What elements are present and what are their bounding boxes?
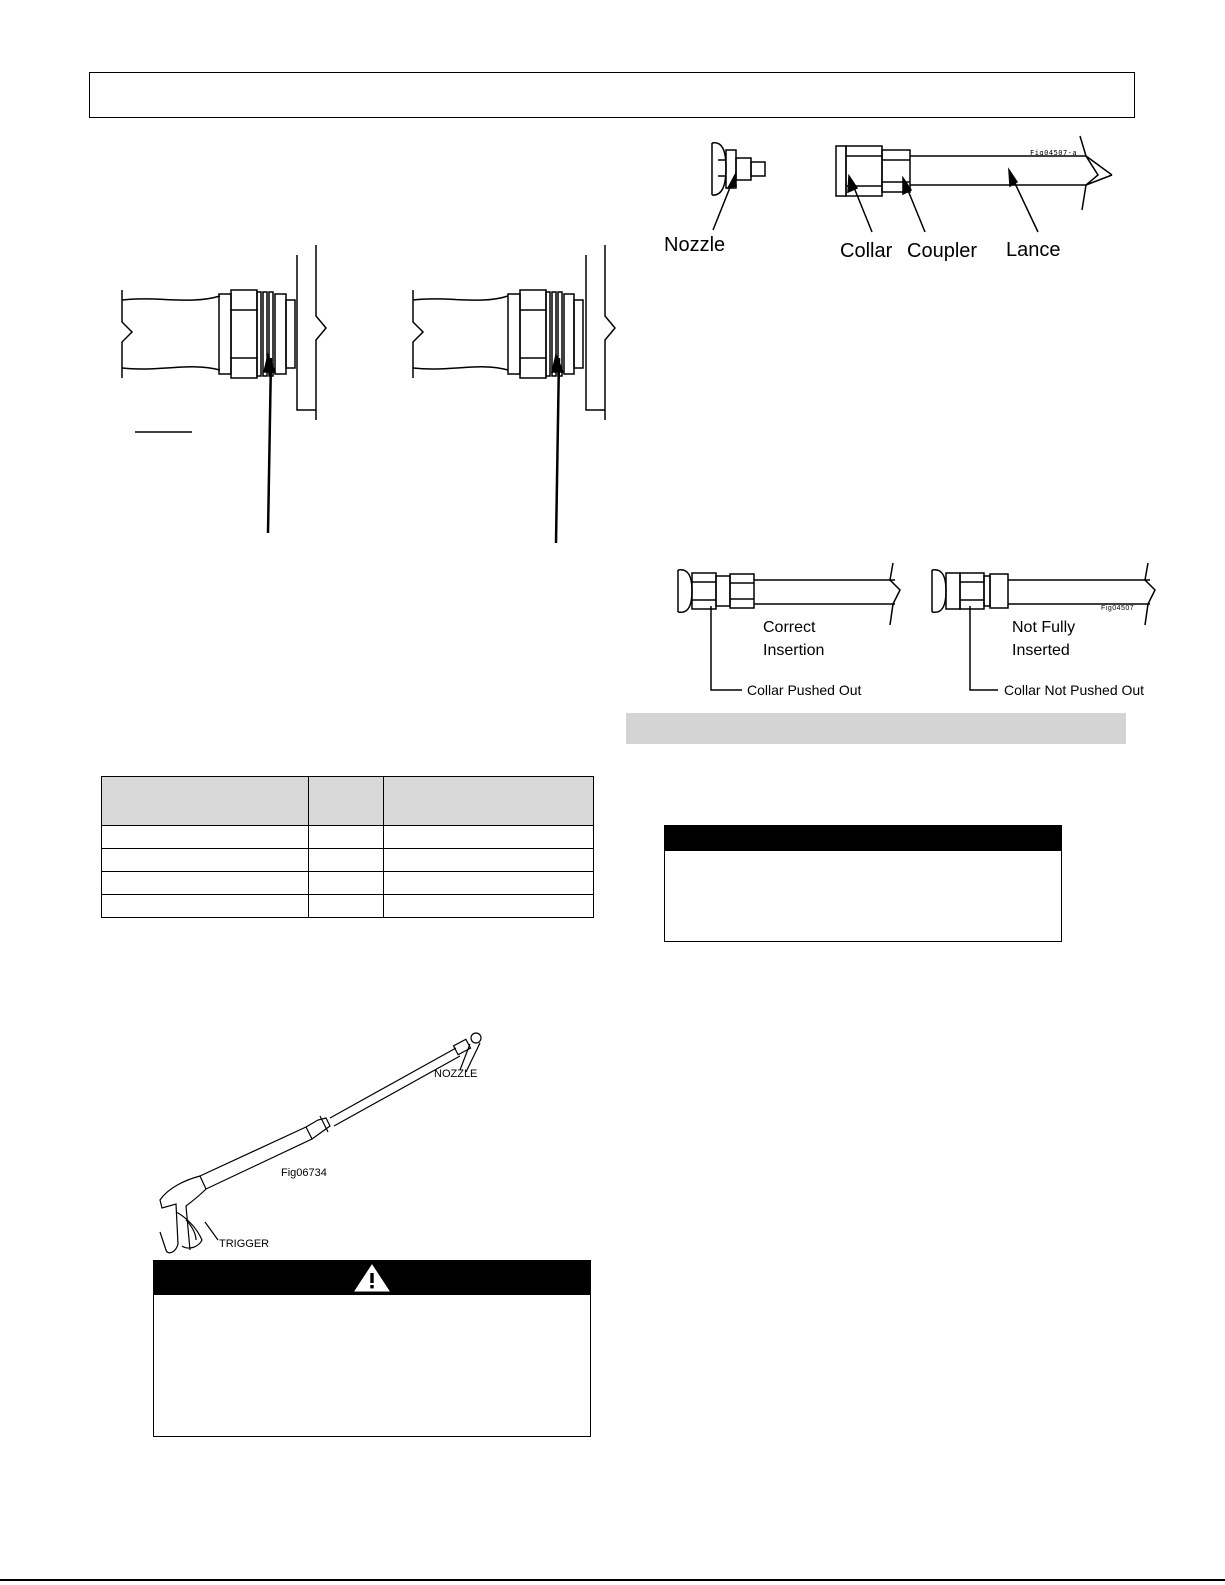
lance-label: Lance bbox=[1006, 239, 1061, 261]
gun-nozzle-label: NOZZLE bbox=[434, 1068, 478, 1080]
fig-id-insertion: Fig04507 bbox=[1101, 605, 1135, 612]
collar-pushed-out-label: Collar Pushed Out bbox=[747, 682, 862, 698]
table-cell bbox=[102, 872, 309, 895]
table-header-cell bbox=[309, 777, 384, 826]
correct-insertion-line1: Correct bbox=[763, 619, 816, 636]
table-cell bbox=[309, 826, 384, 849]
table-row bbox=[102, 826, 594, 849]
not-fully-inserted-line2: Inserted bbox=[1012, 642, 1070, 659]
table-header-cell bbox=[384, 777, 594, 826]
table-cell bbox=[102, 849, 309, 872]
table-cell bbox=[102, 826, 309, 849]
table-row bbox=[102, 849, 594, 872]
table-cell bbox=[309, 849, 384, 872]
table-cell bbox=[309, 872, 384, 895]
warning-triangle-icon bbox=[354, 1264, 390, 1292]
nozzle-label: Nozzle bbox=[664, 234, 726, 256]
table-header-cell bbox=[102, 777, 309, 826]
table-cell bbox=[384, 895, 594, 918]
collar-label: Collar bbox=[840, 240, 893, 262]
warning-header bbox=[154, 1261, 590, 1295]
fitting-figure-b bbox=[413, 245, 615, 543]
warning-box bbox=[153, 1260, 591, 1437]
trigger-label: TRIGGER bbox=[219, 1238, 270, 1250]
table-cell bbox=[384, 826, 594, 849]
table-row bbox=[102, 895, 594, 918]
fitting-figure-a bbox=[122, 245, 326, 533]
notice-header bbox=[665, 826, 1061, 851]
notice-box bbox=[664, 825, 1062, 942]
correct-insertion-line2: Insertion bbox=[763, 642, 825, 659]
collar-not-pushed-out-label: Collar Not Pushed Out bbox=[1004, 682, 1145, 698]
nozzle-drawing bbox=[712, 143, 765, 230]
spray-gun-drawing bbox=[160, 1033, 481, 1253]
table-header-row bbox=[102, 777, 594, 826]
not-fully-inserted-line1: Not Fully bbox=[1012, 619, 1076, 636]
table-cell bbox=[309, 895, 384, 918]
table-cell bbox=[384, 872, 594, 895]
gun-fig-id: Fig06734 bbox=[281, 1167, 327, 1179]
fig-id-top: Fig04507-a bbox=[1030, 149, 1078, 157]
table-cell bbox=[384, 849, 594, 872]
table-cell bbox=[102, 895, 309, 918]
section-heading-bar bbox=[626, 713, 1126, 744]
footer-rule bbox=[0, 1579, 1225, 1581]
spec-table bbox=[101, 776, 594, 918]
table-row bbox=[102, 872, 594, 895]
coupler-label: Coupler bbox=[907, 240, 978, 262]
